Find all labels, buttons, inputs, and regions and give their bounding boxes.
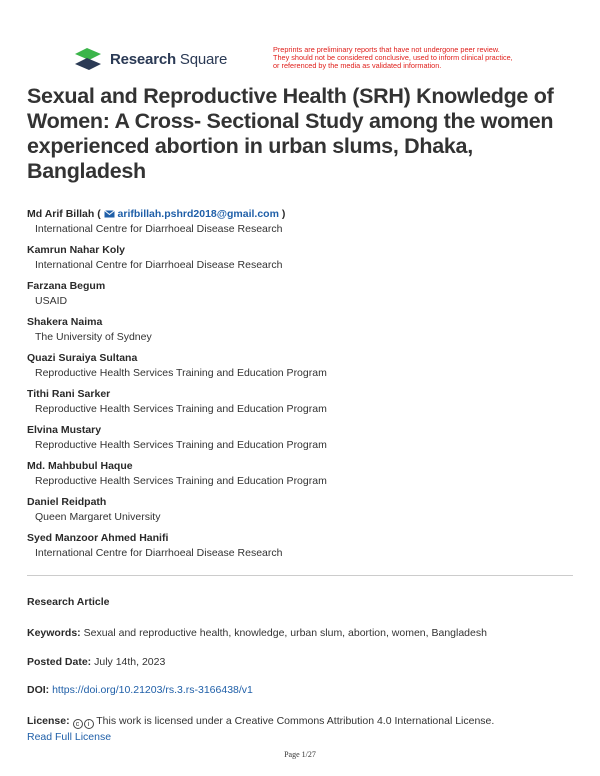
author-affiliation: Reproductive Health Services Training and Education Program xyxy=(35,439,327,451)
doi-label: DOI: xyxy=(27,684,50,696)
author-name: Farzana Begum xyxy=(27,280,106,292)
license-label: License: xyxy=(27,715,70,727)
posted-date-value: July 14th, 2023 xyxy=(94,656,166,668)
author-entry xyxy=(27,459,587,495)
keywords-value: Sexual and reproductive health, knowledge, urban slum, abortion, women, Bangladesh xyxy=(83,627,487,639)
research-square-logo[interactable] xyxy=(73,46,227,72)
posted-date-line xyxy=(27,656,165,668)
author-name: Elvina Mustary xyxy=(27,424,102,436)
author-entry xyxy=(27,279,587,315)
license-line xyxy=(27,713,494,745)
posted-date-label: Posted Date: xyxy=(27,656,92,668)
author-entry xyxy=(27,531,587,567)
author-name: Syed Manzoor Ahmed Hanifi xyxy=(27,532,169,544)
disclaimer-line: or referenced by the media as validated information. xyxy=(273,61,442,71)
disclaimer-line: They should not be considered conclusive, used to inform clinical practice, xyxy=(273,53,513,63)
article-type: Research Article xyxy=(27,596,110,608)
author-name: Md. Mahbubul Haque xyxy=(27,460,133,472)
author-affiliation: Reproductive Health Services Training and Education Program xyxy=(35,367,327,379)
author-entry xyxy=(27,495,587,531)
author-affiliation: International Centre for Diarrhoeal Disease Research xyxy=(35,259,283,271)
disclaimer-line: Preprints are preliminary reports that have not undergone peer review. xyxy=(273,45,500,54)
author-entry xyxy=(27,423,587,459)
author-affiliation: The University of Sydney xyxy=(35,331,152,343)
author-name: Quazi Suraiya Sultana xyxy=(27,352,138,364)
doi-line xyxy=(27,684,253,696)
author-affiliation: USAID xyxy=(35,295,68,307)
author-name: Md Arif Billah xyxy=(27,208,95,220)
author-affiliation: International Centre for Diarrhoeal Disease Research xyxy=(35,223,283,235)
read-full-license-link[interactable]: Read Full License xyxy=(27,731,112,743)
cc-icon: c xyxy=(73,719,83,729)
preprint-disclaimer xyxy=(273,46,600,71)
author-entry xyxy=(27,243,587,279)
author-entry: Md Arif Billah ( arifbillah.pshrd2018@gmail.com ) International Centre for Diarrhoeal Disease Research xyxy=(27,207,587,243)
author-affiliation: International Centre for Diarrhoeal Disease Research xyxy=(35,547,283,559)
author-entry xyxy=(27,387,587,423)
doi-link[interactable]: https://doi.org/10.21203/rs.3.rs-3166438/v1 xyxy=(52,684,253,696)
author-entry xyxy=(27,351,587,387)
keywords-label: Keywords: xyxy=(27,627,81,639)
cc-license-icons xyxy=(73,719,94,729)
page-number: Page 1/27 xyxy=(284,750,316,759)
author-affiliation: Queen Margaret University xyxy=(35,511,161,523)
article-title: Sexual and Reproductive Health (SRH) Knowledge of Women: A Cross- Sectional Study among the women experienced abortion in urban slums, Dhaka, Bangladesh xyxy=(27,84,554,183)
keywords-line xyxy=(27,627,487,639)
author-name: Tithi Rani Sarker xyxy=(27,388,111,400)
logo-text: Research Square xyxy=(110,50,228,68)
author-list xyxy=(27,207,587,567)
author-name: Daniel Reidpath xyxy=(27,496,107,508)
author-name: Kamrun Nahar Koly xyxy=(27,244,126,256)
header xyxy=(73,46,593,76)
author-entry xyxy=(27,315,587,351)
author-name: Shakera Naima xyxy=(27,316,103,328)
license-text: This work is licensed under a Creative Commons Attribution 4.0 International License. xyxy=(96,715,495,727)
section-divider xyxy=(27,575,573,576)
cc-by-icon: i xyxy=(84,719,94,729)
research-square-logo-icon xyxy=(73,46,103,72)
author-affiliation: Reproductive Health Services Training and Education Program xyxy=(35,403,327,415)
author-email-link[interactable]: arifbillah.pshrd2018@gmail.com xyxy=(117,208,279,220)
mail-icon xyxy=(104,210,115,218)
author-affiliation: Reproductive Health Services Training and Education Program xyxy=(35,475,327,487)
